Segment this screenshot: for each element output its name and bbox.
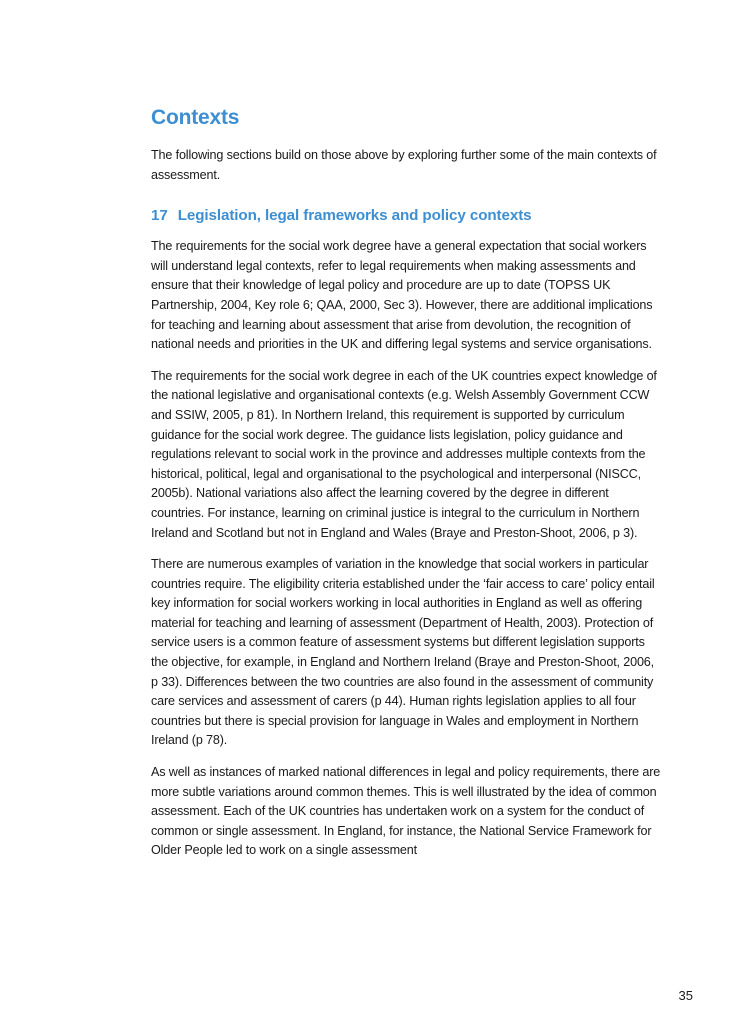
- subsection-number: 17: [151, 207, 168, 225]
- page-number: 35: [678, 988, 693, 1003]
- body-paragraph-2: The requirements for the social work degree in each of the UK countries expect knowledge of the national legislative and organisational contexts (e.g. Welsh Assembly Government CCW and SSIW, 2005, p 81). In Northern Ireland, this requirement is supported by curriculum guidance for the social work degree. The guidance lists legislation, policy guidance and regulations relevant to social work in the province and addresses multiple contexts from the historical, political, legal and organisational to the psychological and interpersonal (NISCC, 2005b). National variations also affect the learning covered by the degree in different countries. For instance, learning on criminal justice is integral to the curriculum in Northern Ireland and Scotland but not in England and Wales (Braye and Preston-Shoot, 2006, p 3).: [151, 368, 657, 540]
- body-paragraph-3: There are numerous examples of variation in the knowledge that social workers in particular countries require. The eligibility criteria established under the ‘fair access to care’ policy entail key information for social workers working in local authorities in England as well as offering material for teaching and learning of assessment (Department of Health, 2003). Protection of service users is a common feature of assessment systems but different legislation supports the objective, for example, in England and Northern Ireland (Braye and Preston-Shoot, 2006, p 33). Differences between the two countries are also found in the assessment of community care services and assessment of carers (p 44). Human rights legislation applies to all four countries but there is special provision for language in Wales and employment in Northern Ireland (p 78).: [151, 557, 655, 748]
- subsection-heading: [151, 205, 663, 227]
- intro-paragraph: The following sections build on those above by exploring further some of the main contexts of assessment.: [151, 148, 657, 182]
- body-paragraph-4: As well as instances of marked national differences in legal and policy requirements, there are more subtle variations around common themes. This is well illustrated by the idea of common assessment. Each of the UK countries has undertaken work on a system for the conduct of common or single assessment. In England, for instance, the National Service Framework for Older People led to work on a single assessment: [151, 765, 661, 858]
- section-title: Contexts: [151, 106, 240, 129]
- subsection-title: Legislation, legal frameworks and policy contexts: [177, 207, 532, 225]
- body-paragraph-1: The requirements for the social work degree have a general expectation that social workers will understand legal contexts, refer to legal requirements when making assessments and ensure that their knowledge of legal policy and procedure are up to date (TOPSS UK Partnership, 2004, Key role 6; QAA, 2000, Sec 3). However, there are additional implications for teaching and learning about assessment that arise from devolution, the recognition of national needs and priorities in the UK and differing legal systems and service organisations.: [151, 239, 653, 352]
- page-content: [151, 104, 663, 873]
